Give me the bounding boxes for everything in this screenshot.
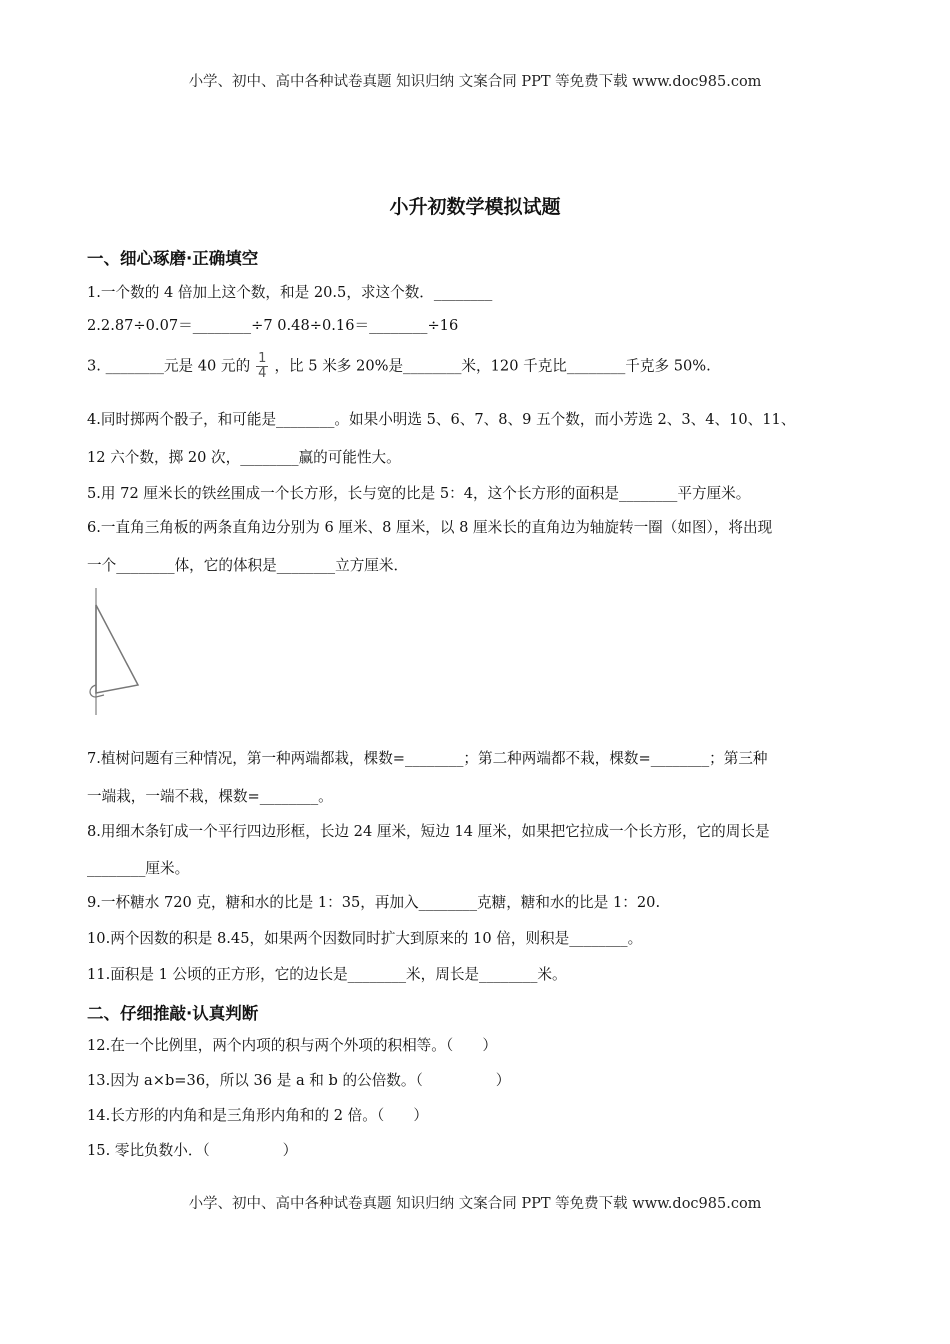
- question-2: 2.2.87÷0.07＝________÷7 0.48÷0.16＝________÷16: [87, 317, 459, 334]
- question-4-line-2: 12 六个数，掷 20 次，________赢的可能性大。: [87, 449, 401, 466]
- fraction-denominator: 4: [258, 366, 267, 381]
- question-15: 15. 零比负数小．（ ）: [87, 1142, 298, 1159]
- question-14: 14.长方形的内角和是三角形内角和的 2 倍。（ ）: [87, 1107, 428, 1124]
- footer-banner: 小学、初中、高中各种试卷真题 知识归纳 文案合同 PPT 等免费下载 www.doc985.com: [188, 1196, 762, 1212]
- question-7-line-1: 7.植树问题有三种情况，第一种两端都栽，棵数=________；第二种两端都不栽，棵数=________；第三种: [87, 750, 768, 767]
- question-12: 12.在一个比例里，两个内项的积与两个外项的积相等。（ ）: [87, 1037, 497, 1054]
- header-banner: 小学、初中、高中各种试卷真题 知识归纳 文案合同 PPT 等免费下载 www.doc985.com: [188, 74, 762, 90]
- question-3: [87, 352, 711, 381]
- section-heading-fill-blank: 一、细心琢磨·正确填空: [87, 249, 259, 268]
- question-4-line-1: 4.同时掷两个骰子，和可能是________。如果小明选 5、6、7、8、9 五个数，而小芳选 2、3、4、10、11、: [87, 411, 796, 428]
- fraction-one-quarter: [256, 352, 268, 381]
- question-13: 13.因为 a×b=36，所以 36 是 a 和 b 的公倍数。（ ）: [87, 1072, 511, 1089]
- section-heading-true-false: 二、仔细推敲·认真判断: [87, 1004, 259, 1023]
- rotation-arrow-icon: [90, 685, 104, 697]
- question-3-prefix: 3. ________元是 40 元的: [87, 357, 251, 375]
- question-6-line-1: 6.一直角三角板的两条直角边分别为 6 厘米、8 厘米，以 8 厘米长的直角边为轴旋转一圈（如图），将出现: [87, 519, 773, 536]
- page-title: 小升初数学模拟试题: [389, 196, 561, 218]
- question-9: 9.一杯糖水 720 克，糖和水的比是 1：35，再加入________克糖，糖和水的比是 1：20.: [87, 894, 661, 911]
- question-5: 5.用 72 厘米长的铁丝围成一个长方形，长与宽的比是 5：4，这个长方形的面积是________平方厘米。: [87, 485, 751, 502]
- question-1: 1.一个数的 4 倍加上这个数，和是 20.5，求这个数．________: [87, 284, 493, 301]
- right-triangle-shape: [96, 605, 138, 693]
- question-6-line-2: 一个________体，它的体积是________立方厘米．: [87, 557, 409, 574]
- triangle-rotation-figure: [86, 585, 146, 720]
- question-11: 11.面积是 1 公顷的正方形，它的边长是________米，周长是________米。: [87, 966, 567, 983]
- question-7-line-2: 一端栽，一端不栽，棵数=________。: [87, 788, 333, 805]
- question-10: 10.两个因数的积是 8.45，如果两个因数同时扩大到原来的 10 倍，则积是________。: [87, 930, 643, 947]
- fraction-numerator: 1: [258, 351, 267, 366]
- question-8-line-2: ________厘米。: [87, 860, 190, 877]
- question-3-suffix: ，比 5 米多 20%是________米，120 千克比________千克多 50%.: [274, 357, 711, 375]
- question-8-line-1: 8.用细木条钉成一个平行四边形框，长边 24 厘米，短边 14 厘米，如果把它拉成一个长方形，它的周长是: [87, 823, 770, 840]
